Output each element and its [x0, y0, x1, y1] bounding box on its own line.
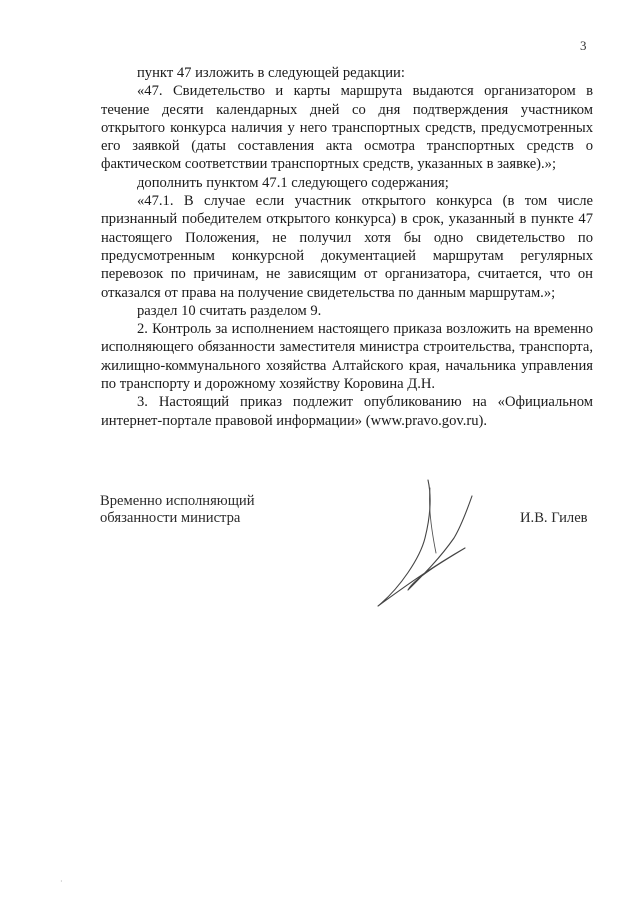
order-body-text	[101, 64, 593, 430]
paragraph-control-clause: 2. Контроль за исполнением настоящего приказа возложить на временно исполняющего обязанности заместителя министра строительства, транспорта, жилищно-коммунального хозяйства Алтайского края, начальника управления по транспорту и дорожному хозяйству Коровина Д.Н.	[101, 321, 593, 393]
paragraph-item-47-1: «47.1. В случае если участник открытого конкурса (в том числе признанный победителем открытого конкурса) в срок, указанный в пункте 47 настоящего Положения, не получил хотя бы одно свидетельство по предусмотренным конкурсной документацией маршрутам регулярных перевозок по причинам, не зависящим от организатора, считается, что он отказался от права на получение свидетельства по данным маршрутам.»;	[101, 193, 593, 301]
signatory-title	[100, 493, 255, 527]
paragraph-amend-47: пункт 47 изложить в следующей редакции:	[137, 65, 405, 81]
signatory-title-line-1: Временно исполняющий	[100, 493, 255, 509]
page-number: 3	[580, 38, 587, 53]
signatory-name: И.В. Гилев	[520, 510, 588, 526]
scan-dot: ·	[60, 877, 63, 886]
signatory-title-line-2: обязанности министра	[100, 510, 241, 526]
paragraph-add-47-1: дополнить пунктом 47.1 следующего содержания;	[137, 174, 449, 191]
paragraph-publication-clause: 3. Настоящий приказ подлежит опубликованию на «Официальном интернет-портале правовой информации» (www.pravo.gov.ru).	[101, 394, 593, 429]
paragraph-section-renumber: раздел 10 считать разделом 9.	[137, 302, 322, 319]
handwritten-signature	[370, 478, 480, 613]
paragraph-item-47: «47. Свидетельство и карты маршрута выдаются организатором в течение десяти календарных дней со дня подтверждения участником открытого конкурса наличия у него транспортных средств, предусмотренных его заявкой (даты составления акта осмотра транспортных средств о фактическом соответствии транспортных средств, указанных в заявке).»;	[101, 83, 593, 173]
